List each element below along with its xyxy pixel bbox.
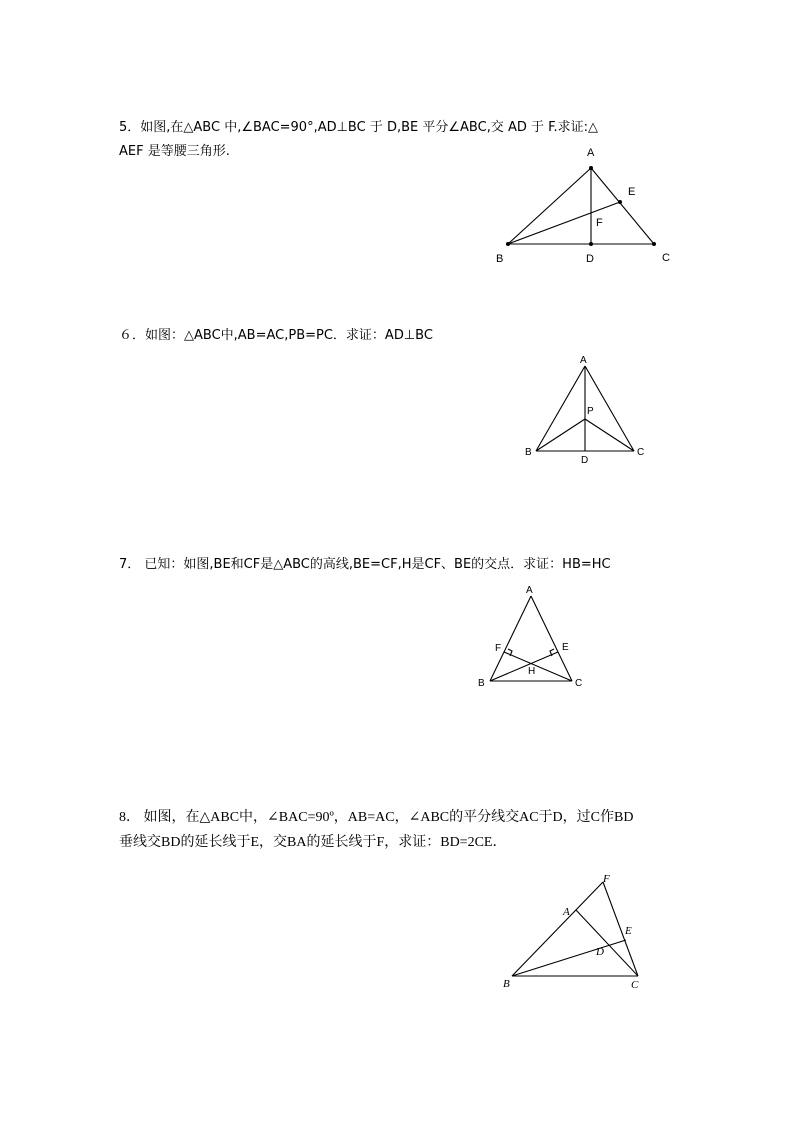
- segment-fc: [603, 882, 638, 976]
- label-e: E: [625, 925, 632, 937]
- problem-5-text-line1: 5．如图,在△ABC 中,∠BAC=90°,AD⊥BC 于 D,BE 平分∠ABC,交 AD 于 F.求证:△: [119, 120, 599, 135]
- problem-7-figure: [470, 580, 600, 695]
- label-c: C: [575, 678, 583, 689]
- label-b: B: [525, 447, 532, 458]
- label-h: H: [528, 666, 536, 677]
- problem-8-figure: [495, 865, 655, 1000]
- label-c: C: [662, 252, 670, 264]
- segment-ac: [591, 168, 654, 244]
- label-c: C: [637, 447, 645, 458]
- segment-pc: [585, 419, 634, 451]
- point-c: [652, 242, 656, 246]
- problem-8-text-line2: 垂线交BD的延长线于E，交BA的延长线于F，求证：BD=2CE．: [119, 835, 507, 850]
- segment-be: [490, 652, 558, 681]
- label-e: E: [628, 186, 636, 198]
- label-d: D: [586, 253, 594, 265]
- segment-ac: [576, 910, 638, 976]
- problem-5-figure: [490, 140, 690, 270]
- segment-ab: [536, 366, 585, 451]
- segment-be: [508, 202, 620, 244]
- label-d: D: [581, 455, 589, 466]
- label-b: B: [503, 978, 510, 990]
- label-f: F: [495, 643, 502, 654]
- label-b: B: [496, 253, 504, 265]
- label-d: D: [596, 946, 604, 958]
- segment-ab: [490, 596, 531, 681]
- point-e: [618, 200, 622, 204]
- label-a: A: [587, 147, 595, 159]
- label-b: B: [478, 678, 485, 689]
- segment-ac: [531, 596, 572, 681]
- label-a: A: [563, 906, 570, 918]
- label-p: P: [587, 406, 594, 417]
- problem-6-text-line1: ６．如图：△ABC中,AB=AC,PB=PC．求证：AD⊥BC: [119, 328, 433, 343]
- point-d: [589, 242, 593, 246]
- label-f: F: [603, 873, 610, 885]
- problem-8-text-line1: 8． 如图，在△ABC中，∠BAC=90º，AB=AC，∠ABC的平分线交AC于D，过C作BD: [119, 810, 634, 825]
- segment-cf: [504, 652, 572, 681]
- label-c: C: [631, 979, 639, 991]
- segment-ab: [508, 168, 591, 244]
- point-b: [506, 242, 510, 246]
- point-a: [589, 166, 593, 170]
- label-a: A: [580, 355, 587, 366]
- problem-7-text-line1: 7． 已知：如图,BE和CF是△ABC的高线,BE=CF,H是CF、BE的交点．求证：HB=HC: [119, 557, 611, 572]
- label-e: E: [562, 642, 569, 653]
- problem-5-text-line2: AEF 是等腰三角形.: [119, 144, 230, 159]
- label-a: A: [526, 585, 533, 596]
- problem-6-figure: [515, 350, 655, 470]
- label-f: F: [596, 217, 603, 229]
- segment-pb: [536, 419, 585, 451]
